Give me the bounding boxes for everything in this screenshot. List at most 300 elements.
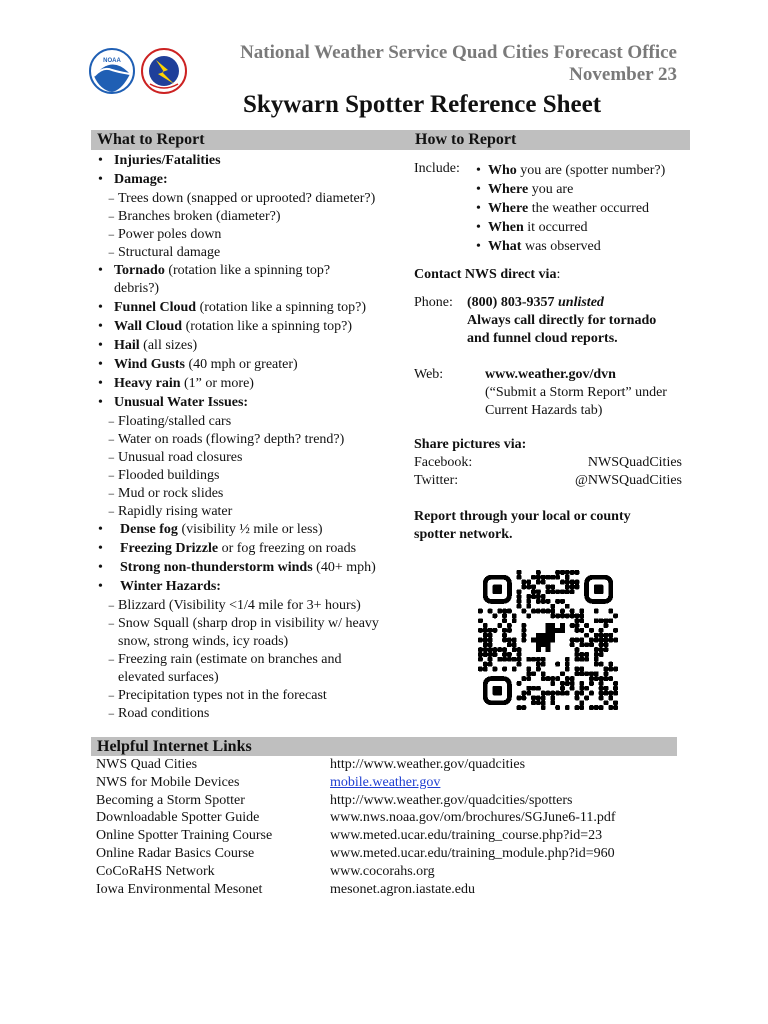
qr-module bbox=[488, 662, 493, 667]
qr-module bbox=[502, 633, 507, 638]
list-item bbox=[96, 540, 411, 558]
item-label: Unusual Water Issues: bbox=[114, 395, 249, 410]
qr-module bbox=[531, 609, 536, 614]
link-url[interactable]: mobile.weather.gov bbox=[330, 774, 441, 790]
qr-module bbox=[536, 599, 541, 604]
phone-instruction: Always call directly for tornado bbox=[467, 313, 657, 328]
qr-module bbox=[570, 681, 575, 686]
qr-module bbox=[579, 609, 584, 614]
item-label: Heavy rain bbox=[114, 376, 181, 391]
qr-module bbox=[589, 676, 594, 681]
qr-module bbox=[599, 642, 604, 647]
qr-module bbox=[565, 584, 570, 589]
twitter-row bbox=[414, 472, 690, 490]
qr-module bbox=[584, 633, 589, 638]
share-block bbox=[414, 436, 690, 490]
item-label: Winter Hazards: bbox=[120, 579, 221, 594]
qr-module bbox=[599, 662, 604, 667]
sub-item: − Blizzard (Visibility <1/4 mile for 3+ hours) bbox=[96, 597, 411, 615]
qr-module bbox=[613, 681, 618, 686]
item-label: Funnel Cloud bbox=[114, 300, 197, 315]
qr-module bbox=[604, 700, 609, 705]
qr-module bbox=[550, 700, 555, 705]
qr-module bbox=[570, 642, 575, 647]
qr-module bbox=[536, 609, 541, 614]
qr-module bbox=[575, 696, 580, 701]
qr-module bbox=[541, 657, 546, 662]
qr-module bbox=[483, 667, 488, 672]
include-text: you are (spotter number?) bbox=[516, 163, 666, 178]
qr-module bbox=[492, 647, 497, 652]
office-name: National Weather Service Quad Cities Forecast Office bbox=[240, 42, 677, 63]
contact-heading bbox=[414, 266, 690, 284]
qr-module bbox=[550, 696, 555, 701]
item-detail: debris?) bbox=[114, 281, 160, 296]
qr-module bbox=[488, 647, 493, 652]
qr-module bbox=[550, 584, 555, 589]
qr-module bbox=[517, 662, 522, 667]
qr-module bbox=[555, 589, 560, 594]
qr-module bbox=[502, 652, 507, 657]
qr-module bbox=[517, 657, 522, 662]
sub-item-line: snow, strong winds, icy roads) bbox=[118, 634, 289, 649]
qr-module bbox=[599, 686, 604, 691]
sub-item: − Branches broken (diameter?) bbox=[96, 208, 411, 226]
phone-label: Phone: bbox=[414, 295, 453, 310]
qr-module bbox=[589, 705, 594, 710]
include-list bbox=[474, 162, 665, 257]
qr-module bbox=[526, 580, 531, 585]
qr-module bbox=[536, 662, 541, 667]
qr-module bbox=[531, 671, 536, 676]
qr-module bbox=[570, 623, 575, 628]
qr-module bbox=[521, 633, 526, 638]
qr-module bbox=[521, 628, 526, 633]
qr-module bbox=[536, 686, 541, 691]
link-url[interactable]: www.nws.noaa.gov/om/brochures/SGJune6-11.pdf bbox=[330, 810, 616, 826]
item-label: Dense fog bbox=[120, 522, 178, 537]
link-url[interactable]: http://www.weather.gov/quadcities/spotters bbox=[330, 792, 573, 808]
qr-module bbox=[604, 623, 609, 628]
item-detail: (visibility ½ mile or less) bbox=[177, 522, 323, 537]
include-text: was observed bbox=[521, 239, 601, 254]
qr-module bbox=[560, 691, 565, 696]
qr-module bbox=[478, 652, 483, 657]
table-row bbox=[96, 809, 686, 827]
qr-module bbox=[541, 676, 546, 681]
qr-module bbox=[517, 705, 522, 710]
link-url[interactable]: mesonet.agron.iastate.edu bbox=[330, 881, 476, 897]
qr-module bbox=[478, 618, 483, 623]
qr-module bbox=[560, 686, 565, 691]
include-item bbox=[474, 162, 665, 181]
qr-module bbox=[531, 686, 536, 691]
qr-module bbox=[517, 696, 522, 701]
qr-module bbox=[541, 705, 546, 710]
web-value bbox=[485, 366, 690, 420]
table-row bbox=[96, 845, 686, 863]
qr-module bbox=[613, 686, 618, 691]
list-item bbox=[96, 375, 411, 393]
qr-module bbox=[541, 599, 546, 604]
qr-module bbox=[507, 657, 512, 662]
qr-module bbox=[604, 686, 609, 691]
qr-module bbox=[575, 691, 580, 696]
qr-module bbox=[560, 609, 565, 614]
qr-module bbox=[546, 676, 551, 681]
qr-module bbox=[604, 667, 609, 672]
qr-module bbox=[560, 589, 565, 594]
qr-module bbox=[536, 594, 541, 599]
qr-module bbox=[599, 633, 604, 638]
qr-module bbox=[565, 604, 570, 609]
qr-module bbox=[550, 589, 555, 594]
include-keyword: Where bbox=[488, 182, 529, 197]
list-item bbox=[96, 299, 411, 317]
item-detail: (1” or more) bbox=[180, 376, 254, 391]
qr-module bbox=[541, 609, 546, 614]
qr-module bbox=[599, 638, 604, 643]
qr-module bbox=[526, 676, 531, 681]
qr-module bbox=[502, 613, 507, 618]
link-name: CoCoRaHS Network bbox=[96, 863, 215, 879]
what-to-report-heading: What to Report bbox=[91, 130, 411, 150]
qr-module bbox=[565, 580, 570, 585]
qr-module bbox=[550, 613, 555, 618]
qr-module bbox=[502, 667, 507, 672]
qr-module bbox=[526, 667, 531, 672]
qr-module bbox=[488, 642, 493, 647]
qr-module bbox=[604, 691, 609, 696]
qr-module bbox=[517, 599, 522, 604]
qr-module bbox=[531, 584, 536, 589]
qr-module bbox=[594, 618, 599, 623]
qr-module bbox=[589, 681, 594, 686]
qr-module bbox=[521, 580, 526, 585]
include-keyword: What bbox=[488, 239, 522, 254]
qr-module bbox=[608, 638, 613, 643]
qr-module bbox=[541, 662, 546, 667]
list-item bbox=[96, 318, 411, 336]
qr-module bbox=[550, 676, 555, 681]
qr-module bbox=[594, 652, 599, 657]
qr-module bbox=[575, 584, 580, 589]
network-line: Report through your local or county bbox=[414, 509, 631, 524]
qr-module bbox=[560, 613, 565, 618]
qr-module bbox=[497, 623, 502, 628]
sheet-date: November 23 bbox=[569, 64, 677, 85]
qr-module bbox=[560, 671, 565, 676]
link-name: NWS for Mobile Devices bbox=[96, 774, 240, 790]
qr-module bbox=[536, 667, 541, 672]
web-label: Web: bbox=[414, 367, 444, 382]
qr-module bbox=[613, 638, 618, 643]
qr-module bbox=[565, 589, 570, 594]
item-detail: (rotation like a spinning top? bbox=[164, 263, 331, 278]
facebook-handle[interactable]: NWSQuadCities bbox=[587, 455, 682, 470]
qr-module bbox=[575, 652, 580, 657]
qr-module bbox=[604, 671, 609, 676]
qr-module bbox=[575, 671, 580, 676]
qr-module bbox=[594, 647, 599, 652]
qr-module bbox=[560, 580, 565, 585]
sub-item: − Unusual road closures bbox=[96, 449, 411, 467]
qr-module bbox=[594, 633, 599, 638]
qr-module bbox=[608, 618, 613, 623]
qr-module bbox=[507, 628, 512, 633]
list-item bbox=[96, 356, 411, 374]
qr-module bbox=[589, 628, 594, 633]
qr-module bbox=[521, 705, 526, 710]
sub-item: − Rapidly rising water bbox=[96, 503, 411, 521]
item-label: Wind Gusts bbox=[114, 357, 185, 372]
item-detail: (40 mph or greater) bbox=[184, 357, 298, 372]
link-url[interactable]: www.cocorahs.org bbox=[330, 863, 435, 879]
qr-module bbox=[550, 609, 555, 614]
table-row bbox=[96, 792, 686, 810]
qr-module bbox=[541, 580, 546, 585]
list-item bbox=[96, 171, 411, 189]
sub-item bbox=[96, 651, 411, 687]
table-row bbox=[96, 827, 686, 845]
qr-module bbox=[584, 642, 589, 647]
qr-module bbox=[512, 667, 517, 672]
qr-module bbox=[565, 657, 570, 662]
qr-module bbox=[497, 647, 502, 652]
qr-module bbox=[541, 594, 546, 599]
qr-module bbox=[594, 676, 599, 681]
qr-module bbox=[599, 652, 604, 657]
table-row bbox=[96, 863, 686, 881]
qr-module bbox=[536, 580, 541, 585]
qr-module bbox=[589, 671, 594, 676]
qr-module bbox=[579, 691, 584, 696]
qr-module bbox=[526, 584, 531, 589]
qr-module bbox=[492, 667, 497, 672]
qr-module bbox=[599, 681, 604, 686]
qr-module bbox=[531, 589, 536, 594]
qr-module bbox=[594, 662, 599, 667]
item-detail: (rotation like a spinning top?) bbox=[182, 319, 353, 334]
qr-module bbox=[555, 599, 560, 604]
qr-module bbox=[483, 628, 488, 633]
web-url[interactable]: www.weather.gov/dvn bbox=[485, 367, 616, 382]
qr-module bbox=[613, 700, 618, 705]
item-label: Tornado bbox=[114, 263, 165, 278]
include-text: it occurred bbox=[523, 220, 588, 235]
qr-module bbox=[483, 633, 488, 638]
qr-module bbox=[536, 589, 541, 594]
nws-logo-icon bbox=[142, 49, 186, 93]
include-item bbox=[474, 219, 665, 238]
qr-module bbox=[531, 700, 536, 705]
qr-module bbox=[589, 642, 594, 647]
include-keyword: When bbox=[488, 220, 524, 235]
qr-module bbox=[560, 599, 565, 604]
table-row bbox=[96, 756, 686, 774]
list-item bbox=[96, 152, 411, 170]
qr-module bbox=[546, 691, 551, 696]
qr-module bbox=[531, 575, 536, 580]
qr-module bbox=[512, 613, 517, 618]
qr-module bbox=[599, 618, 604, 623]
qr-module bbox=[512, 647, 517, 652]
qr-module bbox=[579, 652, 584, 657]
link-name: Online Spotter Training Course bbox=[96, 828, 273, 844]
qr-module bbox=[492, 613, 497, 618]
qr-module bbox=[599, 647, 604, 652]
qr-module bbox=[589, 638, 594, 643]
qr-module bbox=[546, 609, 551, 614]
qr-module bbox=[521, 691, 526, 696]
sub-item: − Power poles down bbox=[96, 226, 411, 244]
qr-module bbox=[579, 613, 584, 618]
qr-module bbox=[560, 681, 565, 686]
how-to-report-include bbox=[414, 160, 690, 256]
list-item bbox=[96, 262, 411, 298]
qr-module bbox=[555, 691, 560, 696]
qr-module bbox=[594, 638, 599, 643]
link-url[interactable]: http://www.weather.gov/quadcities bbox=[330, 757, 526, 772]
link-name: Downloadable Spotter Guide bbox=[96, 810, 260, 826]
qr-module bbox=[521, 696, 526, 701]
qr-module bbox=[531, 696, 536, 701]
qr-module bbox=[613, 613, 618, 618]
qr-module bbox=[579, 638, 584, 643]
qr-module bbox=[579, 618, 584, 623]
include-label: Include: bbox=[414, 161, 460, 176]
qr-module bbox=[521, 623, 526, 628]
qr-module bbox=[502, 609, 507, 614]
qr-module bbox=[570, 686, 575, 691]
qr-module bbox=[579, 628, 584, 633]
qr-module bbox=[599, 628, 604, 633]
share-heading: Share pictures via: bbox=[414, 437, 527, 452]
item-detail: (40+ mph) bbox=[312, 560, 376, 575]
qr-module bbox=[478, 647, 483, 652]
item-label: Injuries/Fatalities bbox=[114, 153, 221, 168]
qr-module bbox=[488, 652, 493, 657]
agency-logos bbox=[88, 40, 192, 102]
qr-module bbox=[517, 681, 522, 686]
qr-module bbox=[570, 609, 575, 614]
qr-module bbox=[555, 676, 560, 681]
qr-module bbox=[526, 657, 531, 662]
qr-module bbox=[579, 657, 584, 662]
qr-module bbox=[555, 662, 560, 667]
qr-module bbox=[526, 599, 531, 604]
qr-module bbox=[575, 647, 580, 652]
noaa-logo-label: NOAA bbox=[103, 58, 121, 64]
qr-module bbox=[565, 691, 570, 696]
qr-module bbox=[517, 575, 522, 580]
link-name: Becoming a Storm Spotter bbox=[96, 792, 245, 808]
qr-module bbox=[502, 618, 507, 623]
qr-module bbox=[541, 575, 546, 580]
qr-module bbox=[575, 613, 580, 618]
link-url[interactable]: www.meted.ucar.edu/training_module.php?id=960 bbox=[330, 845, 615, 861]
qr-module bbox=[575, 618, 580, 623]
qr-module bbox=[502, 628, 507, 633]
qr-module bbox=[526, 671, 531, 676]
item-label: Damage: bbox=[114, 172, 168, 187]
qr-module bbox=[550, 691, 555, 696]
qr-module bbox=[488, 657, 493, 662]
qr-module bbox=[497, 609, 502, 614]
qr-module bbox=[560, 570, 565, 575]
qr-module bbox=[507, 638, 512, 643]
qr-module bbox=[521, 638, 526, 643]
phone-number[interactable]: (800) 803-9357 bbox=[467, 295, 555, 310]
item-detail: (all sizes) bbox=[139, 338, 198, 353]
link-name: Online Radar Basics Course bbox=[96, 845, 255, 861]
qr-module bbox=[536, 696, 541, 701]
qr-module bbox=[604, 638, 609, 643]
qr-module bbox=[492, 628, 497, 633]
qr-module bbox=[575, 580, 580, 585]
qr-module bbox=[604, 618, 609, 623]
qr-module bbox=[546, 599, 551, 604]
qr-module bbox=[512, 657, 517, 662]
qr-module bbox=[584, 652, 589, 657]
twitter-handle[interactable]: @NWSQuadCities bbox=[575, 473, 682, 488]
qr-code-icon[interactable] bbox=[478, 570, 618, 710]
twitter-label: Twitter: bbox=[414, 473, 459, 488]
network-line: spotter network. bbox=[414, 527, 513, 542]
qr-module bbox=[579, 667, 584, 672]
qr-module bbox=[521, 609, 526, 614]
qr-module bbox=[478, 667, 483, 672]
qr-module bbox=[613, 628, 618, 633]
qr-module bbox=[483, 652, 488, 657]
how-to-report-heading: How to Report bbox=[409, 130, 690, 150]
qr-module bbox=[570, 580, 575, 585]
qr-module bbox=[488, 633, 493, 638]
qr-module bbox=[575, 667, 580, 672]
qr-module bbox=[536, 575, 541, 580]
list-item bbox=[96, 394, 411, 412]
qr-module bbox=[546, 589, 551, 594]
qr-module bbox=[517, 594, 522, 599]
qr-module bbox=[579, 705, 584, 710]
qr-module bbox=[608, 676, 613, 681]
qr-module bbox=[594, 671, 599, 676]
sub-item-line: − Snow Squall (sharp drop in visibility w/ heavy bbox=[118, 616, 379, 631]
include-item bbox=[474, 200, 665, 219]
qr-module bbox=[575, 638, 580, 643]
table-row bbox=[96, 881, 686, 899]
qr-code-svg[interactable] bbox=[478, 570, 618, 710]
qr-module bbox=[570, 613, 575, 618]
link-url[interactable]: www.meted.ucar.edu/training_course.php?id=23 bbox=[330, 828, 603, 844]
qr-module bbox=[608, 633, 613, 638]
qr-module bbox=[478, 609, 483, 614]
qr-module bbox=[541, 691, 546, 696]
item-detail: (rotation like a spinning top?) bbox=[196, 300, 367, 315]
qr-module bbox=[502, 657, 507, 662]
qr-module bbox=[565, 613, 570, 618]
qr-module bbox=[613, 705, 618, 710]
contact-colon: : bbox=[556, 267, 561, 282]
logo-svg bbox=[88, 40, 192, 102]
qr-module bbox=[502, 647, 507, 652]
phone-note: unlisted bbox=[558, 295, 604, 310]
item-label: Wall Cloud bbox=[114, 319, 183, 334]
qr-module bbox=[584, 657, 589, 662]
qr-module bbox=[608, 609, 613, 614]
qr-module bbox=[546, 575, 551, 580]
qr-module bbox=[565, 667, 570, 672]
